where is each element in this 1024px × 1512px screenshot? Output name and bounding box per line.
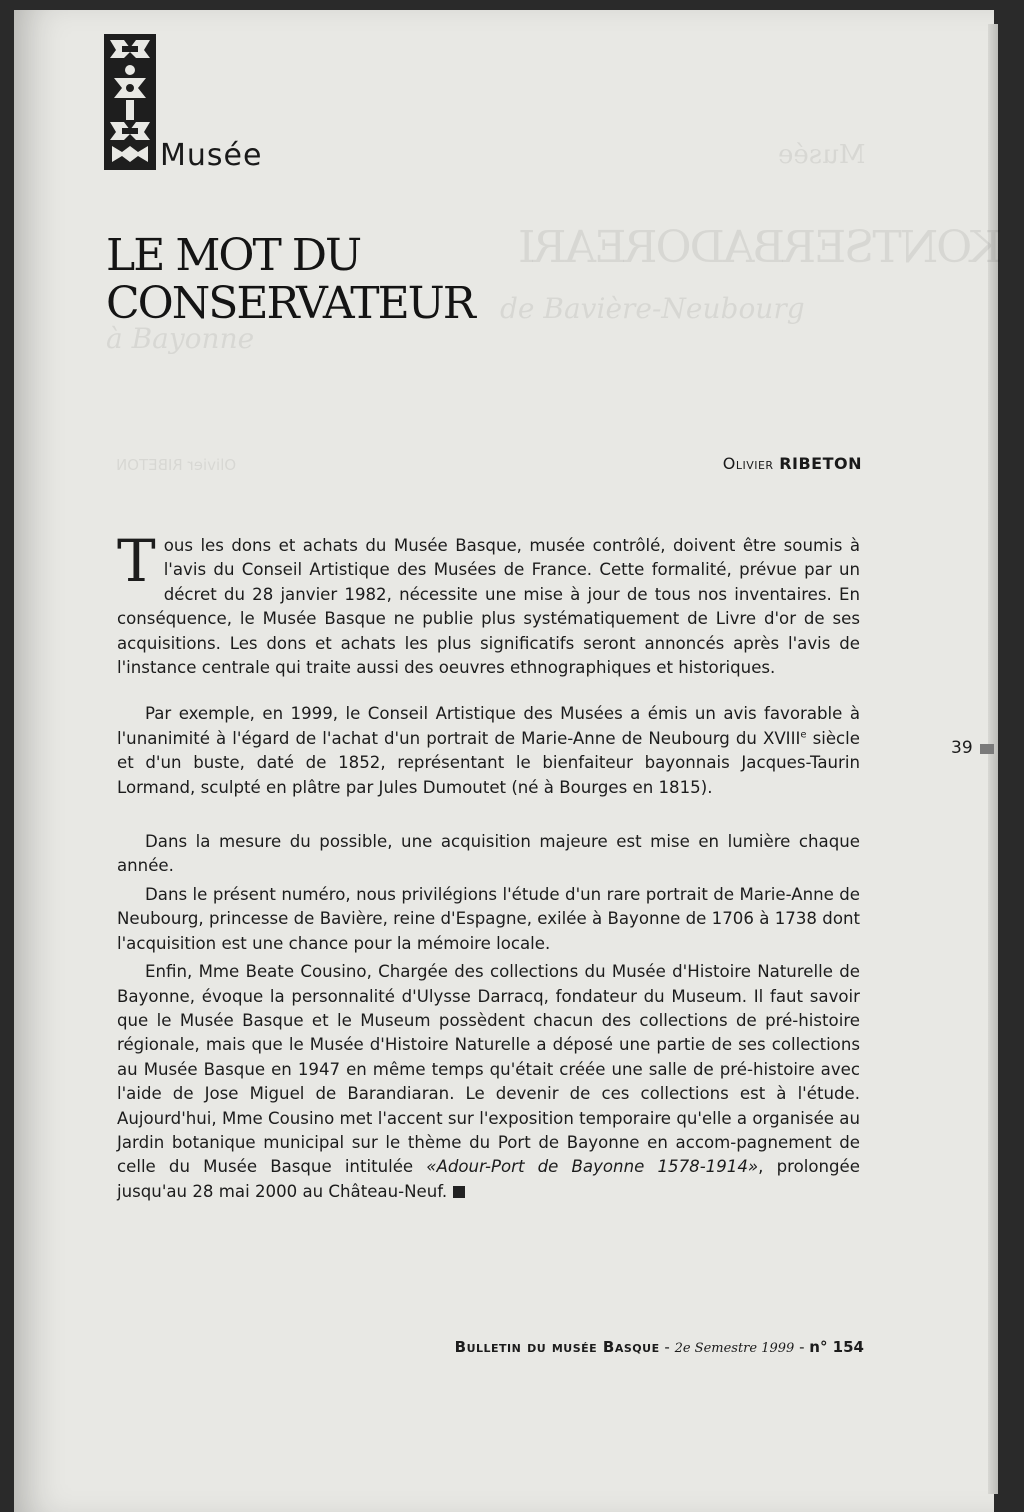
paragraph-5-text-b: , prolongée jusqu'au 28 mai 2000 au Château-Neuf. (117, 1157, 860, 1201)
author-first-name: Olivier (722, 454, 774, 473)
paragraph-4: Dans le présent numéro, nous privilégions l'étude d'un rare portrait de Marie-Anne de Neubourg, princesse de Bavière, reine d'Espagne, exilée à Bayonne de 1706 à 1738 dont l'acquisition est une chance pour la mémoire locale. (117, 884, 860, 953)
paragraph-2 (117, 702, 860, 800)
bleed-through-subtitle: de Bavière-Neubourg (500, 292, 805, 325)
bleed-through-section: Musée (778, 140, 866, 170)
footer-semester: 2e Semestre 1999 (674, 1341, 795, 1356)
end-of-article-icon (453, 1186, 465, 1198)
century-superscript: e (800, 729, 807, 741)
page-number: 39 (951, 738, 973, 758)
author (723, 454, 862, 473)
article-title (106, 232, 586, 328)
bleed-through-title: KONTSERBADOREARI (520, 222, 1002, 273)
paragraph-1 (117, 527, 860, 680)
paragraph-5 (117, 960, 860, 1204)
exhibition-title: «Adour-Port de Bayonne 1578-1914» (426, 1157, 759, 1177)
drop-cap: T (117, 527, 156, 595)
footer-issue: n° 154 (809, 1338, 864, 1356)
article-body (117, 527, 860, 1204)
paragraph-3: Dans la mesure du possible, une acquisition majeure est mise en lumière chaque année. (117, 832, 860, 876)
author-last-name: RIBETON (779, 454, 862, 473)
bleed-through-author: Olivier RIBETON (116, 456, 237, 474)
title-line-2: CONSERVATEUR (106, 278, 474, 329)
footer-bulletin: Bulletin du musée Basque (454, 1338, 660, 1356)
paragraph-1-text: ous les dons et achats du Musée Basque, musée contrôlé, doivent être soumis à l'avis du Conseil Artistique des Musées de France. Cette formalité, prévue par un décret du 28 janvier 1982, nécessite une mise à jour de tous nos inventaires. En conséquence, le Musée Basque ne publie plus systématiquement de Livre d'or de ses acquisitions. Les dons et achats les plus significatifs seront annoncés après l'avis de l'instance centrale qui traite aussi des oeuvres ethnographiques et historiques. (117, 536, 860, 678)
paragraph-5-text-a: Enfin, Mme Beate Cousino, Chargée des collections du Musée d'Histoire Naturelle de Bayonne, évoque la personnalité d'Ulysse Darracq, fondateur du Museum. Il faut savoir que le Musée Basque et le Museum possèdent chacun des collections de pré-histoire régionale, mais que le Musée d'Histoire Naturelle a déposé une partie de ses collections au Musée Basque en 1947 en même temps qu'était créée une salle de pré-histoire avec l'aide de Jose Miguel de Barandiaran. Le devenir de ces collections est à l'étude. Aujourd'hui, Mme Cousino met l'accent sur l'exposition temporaire qu'elle a organisée au Jardin botanique municipal sur le thème du Port de Bayonne en accom-pagnement de celle du Musée Basque intitulée (117, 962, 860, 1177)
bleed-through-subtitle-2: à Bayonne (106, 322, 255, 355)
basque-ornament-icon (104, 34, 156, 170)
footer: Bulletin du musée Basque - 2e Semestre 1999 - n° 154 (454, 1338, 864, 1356)
page-tab-marker (980, 744, 994, 754)
paragraph-2-text-b: siècle et d'un buste, daté de 1852, représentant le bienfaiteur bayonnais Jacques-Taurin Lormand, sculpté en plâtre par Jules Dumoutet (né à Bourges en 1815). (117, 728, 860, 797)
section-title: Musée (160, 138, 263, 173)
paragraph-2-text-a: Par exemple, en 1999, le Conseil Artistique des Musées a émis un avis favorable à l'unanimité à l'égard de l'achat d'un portrait de Marie-Anne de Neubourg du XVIII (117, 704, 860, 748)
title-line-1: LE MOT DU (106, 230, 361, 281)
